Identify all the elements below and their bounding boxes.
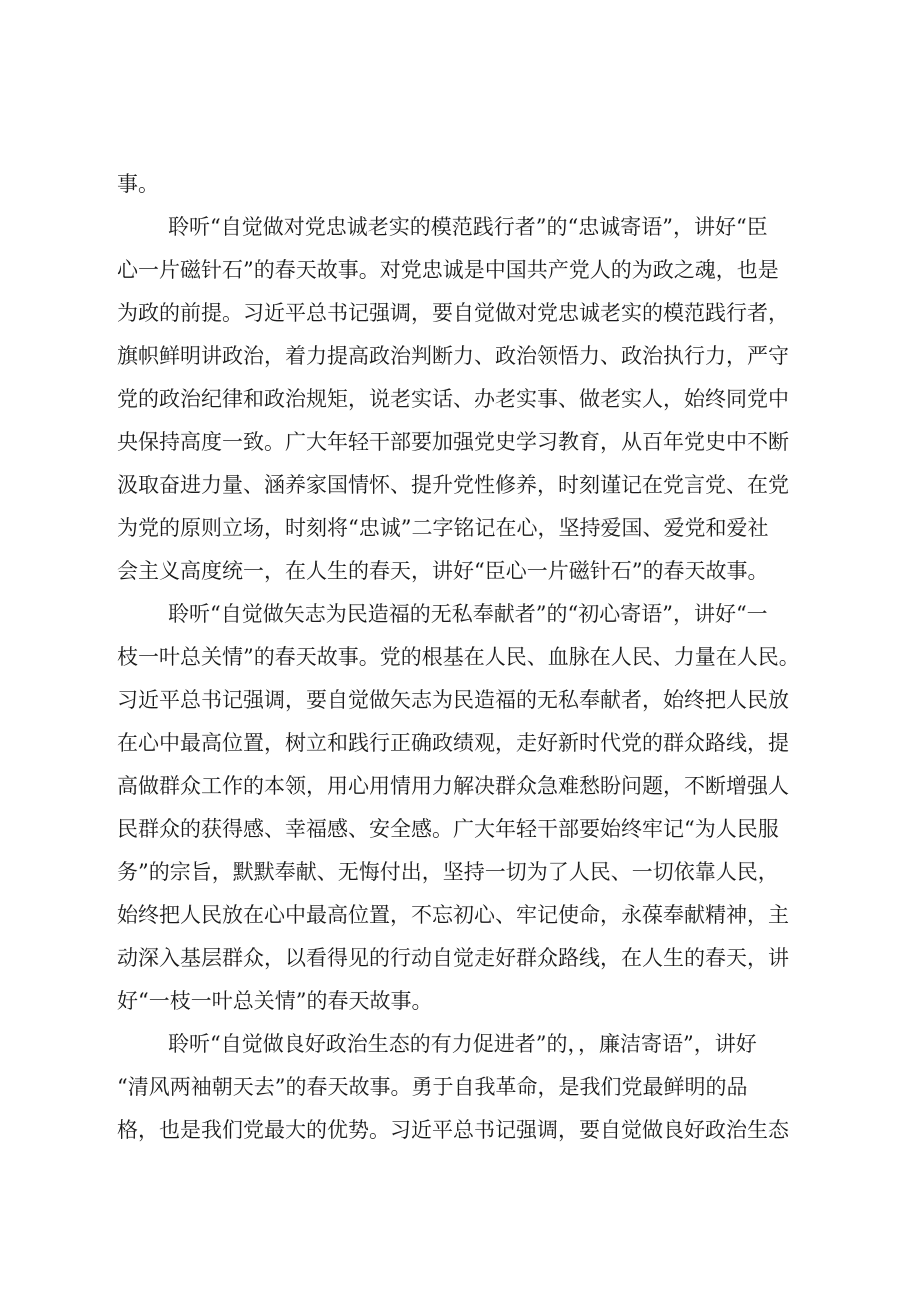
text-line: 好“一枝一叶总关情”的春天故事。 <box>117 989 433 1013</box>
paragraph-first-line: 聆听“自觉做矢志为民造福的无私奉献者”的“初心寄语”，讲好“一 <box>168 602 768 626</box>
paragraph-first-line: 聆听“自觉做良好政治生态的有力促进者”的，，廉洁寄语”，讲好 <box>168 1032 757 1056</box>
text-line: 枝一叶总关情”的春天故事。党的根基在人民、血脉在人民、力量在人民。 <box>117 645 800 669</box>
text-line: “清风两袖朝天去”的春天故事。勇于自我革命，是我们党最鲜明的品 <box>117 1075 748 1099</box>
text-line: 在心中最高位置，树立和践行正确政绩观，走好新时代党的群众路线，提 <box>117 731 789 755</box>
paragraph-first-line: 聆听“自觉做对党忠诚老实的模范践行者”的“忠诚寄语”，讲好“臣 <box>168 215 768 239</box>
text-line: 汲取奋进力量、涵养家国情怀、提升党性修养，时刻谨记在党言党、在党 <box>117 473 789 497</box>
text-line: 党的政治纪律和政治规矩，说老实话、办老实事、做老实人，始终同党中 <box>117 387 789 411</box>
text-line: 高做群众工作的本领，用心用情用力解决群众急难愁盼问题，不断增强人 <box>117 774 789 798</box>
text-line: 央保持高度一致。广大年轻干部要加强党史学习教育，从百年党史中不断 <box>117 430 789 454</box>
text-line: 为党的原则立场，时刻将“忠诚”二字铭记在心，坚持爱国、爱党和爱社 <box>117 516 769 540</box>
text-line: 旗帜鲜明讲政治，着力提高政治判断力、政治领悟力、政治执行力，严守 <box>117 344 789 368</box>
text-line: 习近平总书记强调，要自觉做矢志为民造福的无私奉献者，始终把人民放 <box>117 688 789 712</box>
text-line: 民群众的获得感、幸福感、安全感。广大年轻干部要始终牢记“为人民服 <box>117 817 779 841</box>
text-line: 事。 <box>117 172 159 196</box>
text-line: 格，也是我们党最大的优势。习近平总书记强调，要自觉做良好政治生态 <box>117 1118 789 1142</box>
text-line: 务”的宗旨，默默奉献、无悔付出，坚持一切为了人民、一切依靠人民， <box>117 860 779 884</box>
text-line: 始终把人民放在心中最高位置，不忘初心、牢记使命，永葆奉献精神，主 <box>117 903 789 927</box>
text-line: 为政的前提。习近平总书记强调，要自觉做对党忠诚老实的模范践行者， <box>117 301 789 325</box>
text-line: 会主义高度统一，在人生的春天，讲好“臣心一片磁针石”的春天故事。 <box>117 559 769 583</box>
text-line: 心一片磁针石”的春天故事。对党忠诚是中国共产党人的为政之魂，也是 <box>117 258 779 282</box>
text-line: 动深入基层群众，以看得见的行动自觉走好群众路线，在人生的春天，讲 <box>117 946 789 970</box>
